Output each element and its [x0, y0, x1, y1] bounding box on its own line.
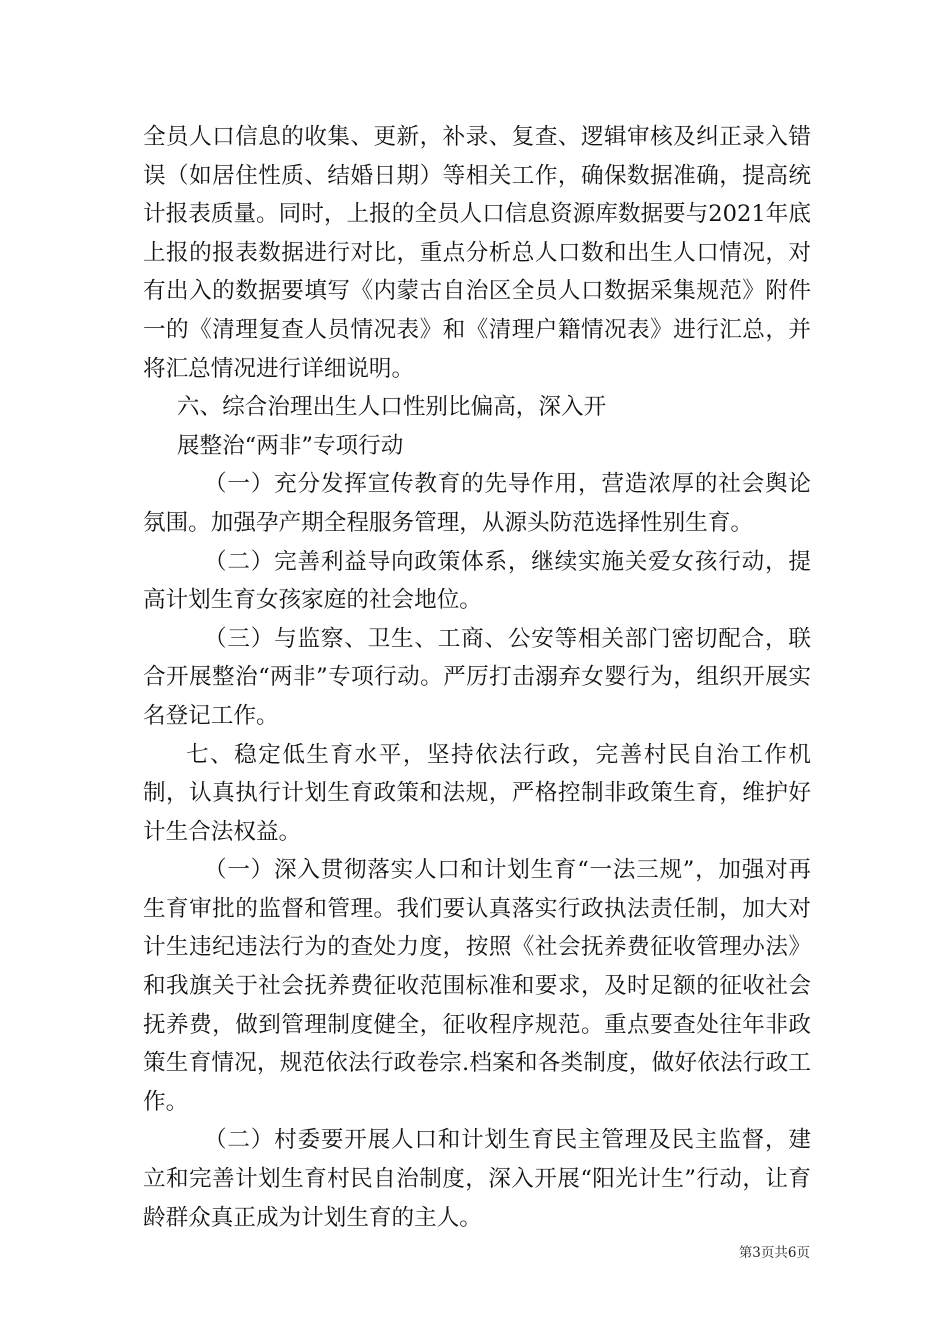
section-heading-six-line1: 六、综合治理出生人口性别比偏高，深入开 — [176, 394, 607, 421]
section-heading-seven: 七、稳定低生育水平，坚持依法行政，完善村民自治工作机制，认真执行计划生育政策和法规，严格控制非政策生育，维护好计生合法权益。 — [143, 741, 811, 845]
page-number: 第3页共6页 — [738, 1245, 810, 1261]
document-body — [143, 118, 811, 1237]
paragraph-six-item-3: （三）与监察、卫生、工商、公安等相关部门密切配合，联合开展整治“两非”专项行动。严厉打击溺弃女婴行为，组织开展实名登记工作。 — [143, 625, 811, 729]
paragraph-six-item-2: （二）完善利益导向政策体系，继续实施关爱女孩行动，提高计划生育女孩家庭的社会地位。 — [143, 548, 811, 614]
section-heading-six-line2: 展整治“两非”专项行动 — [176, 432, 404, 459]
paragraph-six-item-1: （一）充分发挥宣传教育的先导作用，营造浓厚的社会舆论氛围。加强孕产期全程服务管理，从源头防范选择性别生育。 — [143, 471, 811, 536]
paragraph-seven-item-1: （一）深入贯彻落实人口和计划生育“一法三规”，加强对再生育审批的监督和管理。我们要认真落实行政执法责任制，加大对计生违纪违法行为的查处力度，按照《社会抚养费征收管理办法》和我旗关于社会抚养费征收范围标准和要求，及时足额的征收社会抚养费，做到管理制度健全，征收程序规范。重点要查处往年非政策生育情况，规范依法行政卷宗.档案和各类制度，做好依法行政工作。 — [143, 857, 811, 1115]
paragraph-data-collection: 全员人口信息的收集、更新，补录、复查、逻辑审核及纠正录入错误（如居住性质、结婚日期）等相关工作，确保数据准确，提高统计报表质量。同时，上报的全员人口信息资源库数据要与2021年底上报的报表数据进行对比，重点分析总人口数和出生人口情况，对有出入的数据要填写《内蒙古自治区全员人口数据采集规范》附件一的《清理复查人员情况表》和《清理户籍情况表》进行汇总，并将汇总情况进行详细说明。 — [143, 124, 811, 382]
paragraph-seven-item-2: （二）村委要开展人口和计划生育民主管理及民主监督，建立和完善计划生育村民自治制度，深入开展“阳光计生”行动，让育龄群众真正成为计划生育的主人。 — [143, 1127, 811, 1231]
